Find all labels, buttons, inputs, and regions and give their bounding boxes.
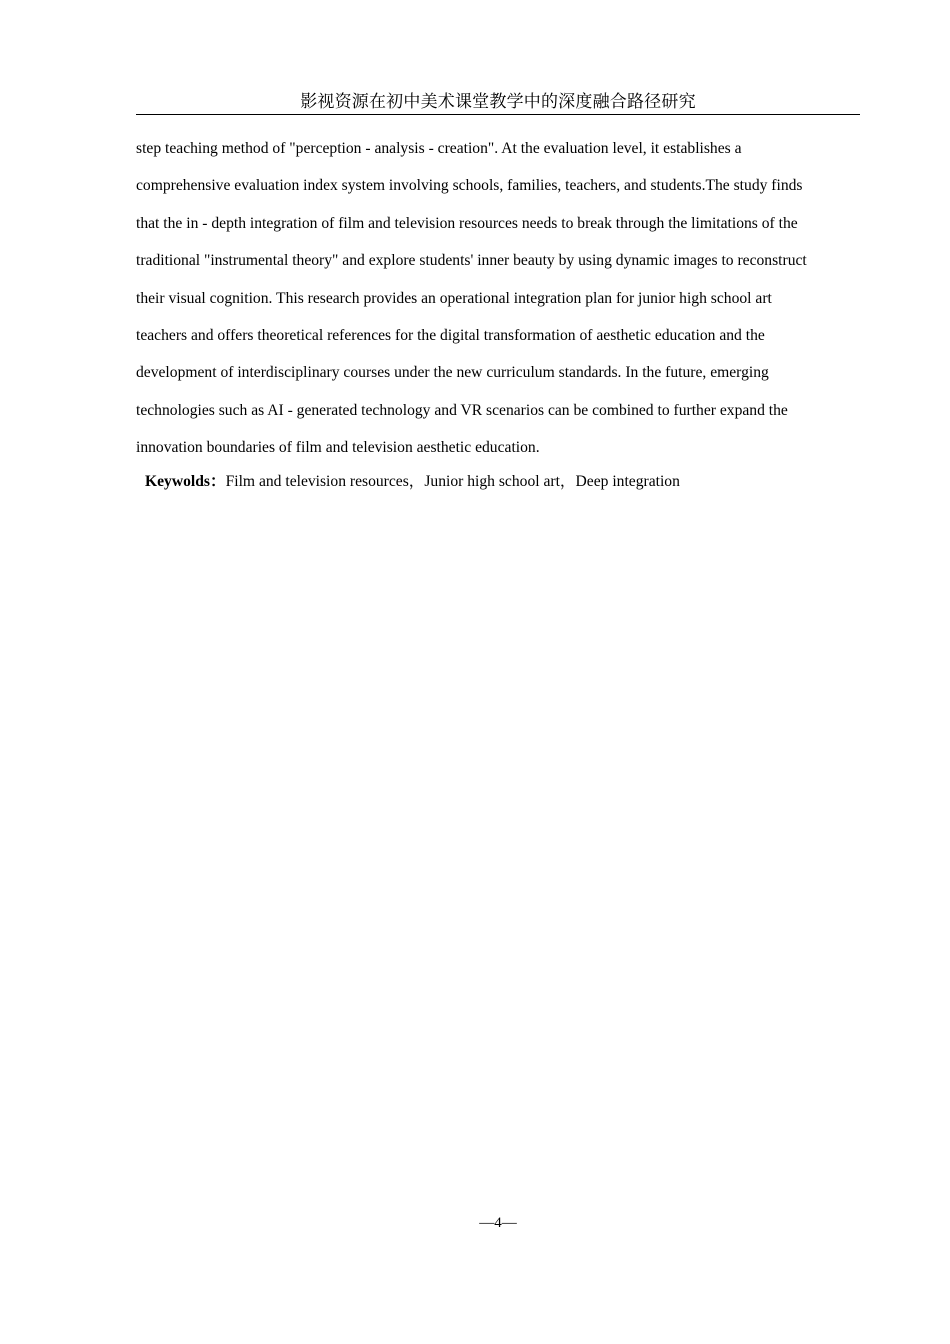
abstract-body: [136, 132, 860, 469]
abstract-line: their visual cognition. This research provides an operational integration plan for junior high school art: [136, 289, 772, 307]
abstract-line: comprehensive evaluation index system involving schools, families, teachers, and students.The study finds: [136, 177, 803, 195]
keywords-line: [145, 470, 855, 494]
abstract-line: innovation boundaries of film and television aesthetic education.: [136, 439, 540, 457]
abstract-line: traditional "instrumental theory" and explore students' inner beauty by using dynamic images to reconstruct: [136, 252, 807, 270]
abstract-line: development of interdisciplinary courses under the new curriculum standards. In the future, emerging: [136, 364, 769, 382]
abstract-line: that the in - depth integration of film and television resources needs to break through the limitations of the: [136, 214, 798, 232]
abstract-line: teachers and offers theoretical references for the digital transformation of aesthetic education and the: [136, 326, 765, 344]
keywords-text: Film and television resources，Junior high school art，Deep integration: [225, 473, 680, 490]
keywords-label: Keywolds：: [145, 473, 226, 490]
running-header-title: 影视资源在初中美术课堂教学中的深度融合路径研究: [136, 90, 860, 115]
abstract-line: technologies such as AI - generated technology and VR scenarios can be combined to further expand the: [136, 401, 788, 419]
abstract-line: step teaching method of "perception - analysis - creation". At the evaluation level, it establishes a: [136, 140, 742, 157]
page-number: —4—: [479, 1215, 517, 1231]
